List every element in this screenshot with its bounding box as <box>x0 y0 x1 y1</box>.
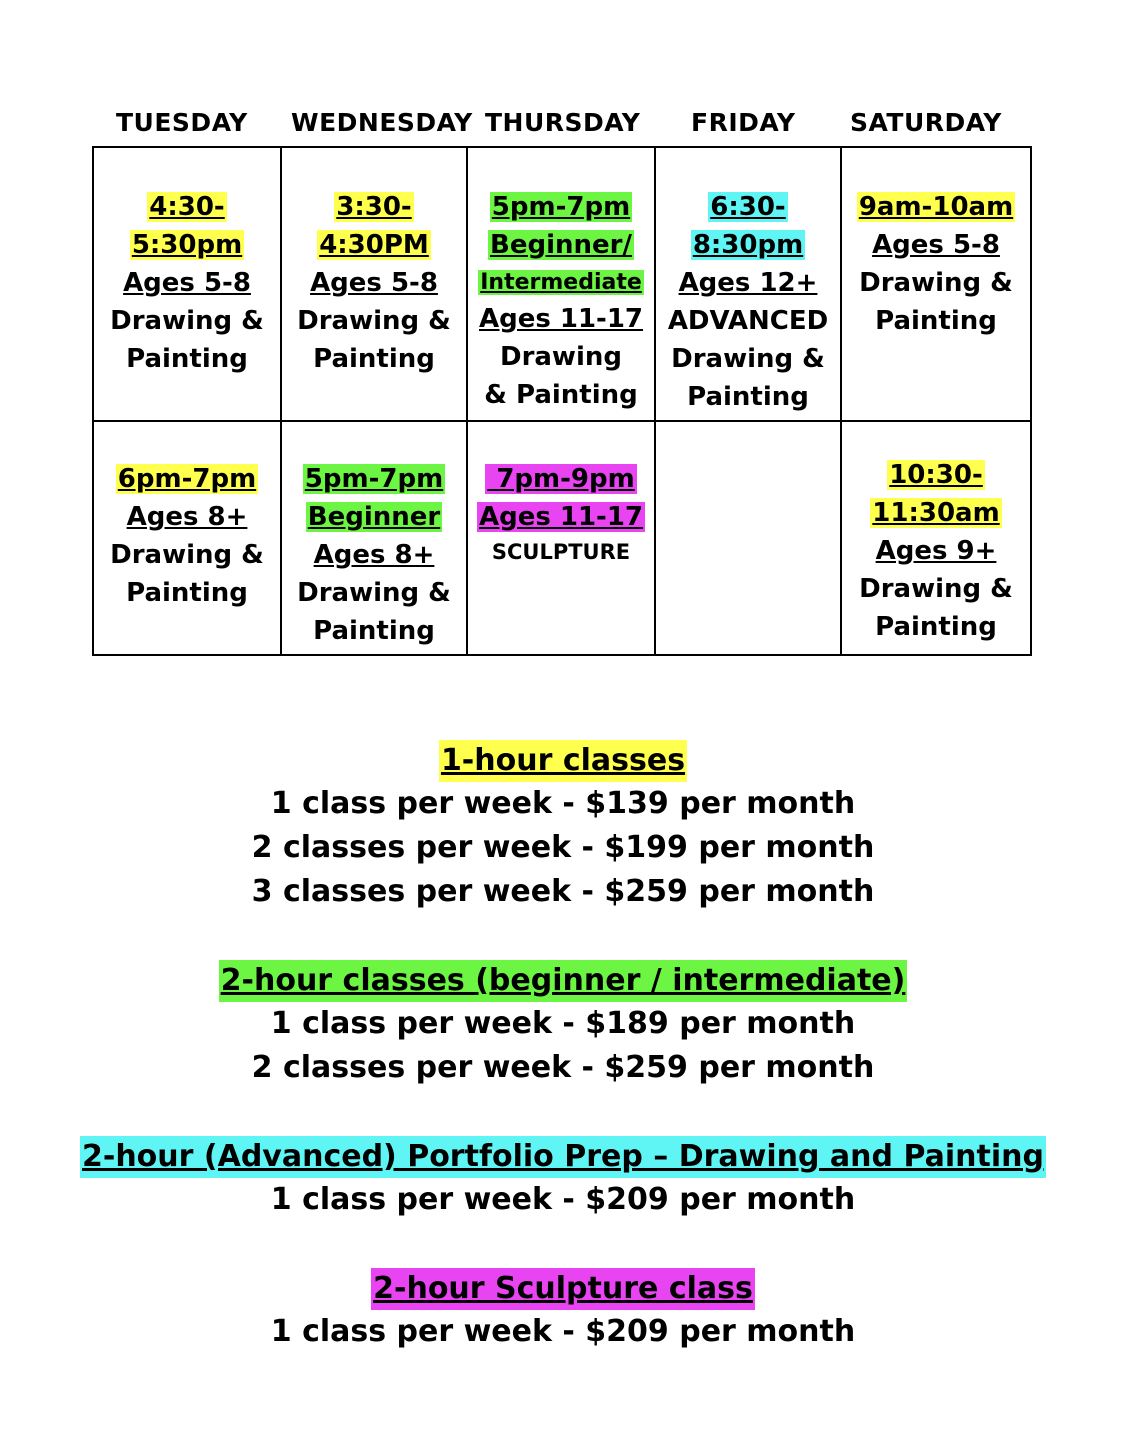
class-time: 4:30PM <box>319 230 429 260</box>
class-time: 4:30- <box>149 192 225 222</box>
class-ages: Ages 12+ <box>678 268 818 298</box>
class-subject: Painting <box>126 344 248 374</box>
pricing-line: 2 classes per week - $259 per month <box>251 1050 875 1085</box>
schedule-row <box>93 421 1031 655</box>
schedule-cell-saturday-1 <box>841 147 1031 421</box>
day-header-wednesday: WEDNESDAY <box>291 108 473 137</box>
class-subject: Painting <box>875 612 997 642</box>
class-subject: SCULPTURE <box>491 540 631 564</box>
schedule-cell-thursday-1 <box>467 147 655 421</box>
schedule-cell-friday-2-empty <box>655 421 841 655</box>
day-header-saturday: SATURDAY <box>850 108 1002 137</box>
class-time: 10:30- <box>889 460 983 490</box>
class-time: 3:30- <box>336 192 412 222</box>
day-header-thursday: THURSDAY <box>485 108 641 137</box>
class-subject: Painting <box>875 306 997 336</box>
day-header-tuesday: TUESDAY <box>116 108 248 137</box>
pricing-line: 3 classes per week - $259 per month <box>251 874 875 909</box>
class-subject: & Painting <box>484 380 638 410</box>
pricing-line: 1 class per week - $139 per month <box>270 786 856 821</box>
schedule-row <box>93 147 1031 421</box>
class-time: 6:30- <box>710 192 786 222</box>
pricing-heading: 2-hour (Advanced) Portfolio Prep – Drawing and Painting <box>80 1136 1046 1178</box>
class-time: 5pm-7pm <box>304 464 444 494</box>
class-time: 7pm-9pm <box>487 464 635 494</box>
day-headers <box>0 108 1126 148</box>
class-subject: Painting <box>126 578 248 608</box>
pricing-line: 1 class per week - $209 per month <box>270 1314 856 1349</box>
day-header-friday: FRIDAY <box>691 108 796 137</box>
class-level: Intermediate <box>480 270 642 295</box>
pricing-heading: 1-hour classes <box>439 740 687 782</box>
class-time: 9am-10am <box>858 192 1014 222</box>
pricing-line: 1 class per week - $189 per month <box>270 1006 856 1041</box>
class-subject: Painting <box>313 616 435 646</box>
class-subject: Drawing & <box>110 540 264 570</box>
class-subject: Drawing & <box>859 574 1013 604</box>
class-level: Beginner <box>307 502 441 532</box>
pricing-group-two-hour <box>0 960 1126 1090</box>
class-ages: Ages 11-17 <box>478 304 644 334</box>
pricing-group-sculpture <box>0 1268 1126 1354</box>
schedule-cell-thursday-2 <box>467 421 655 655</box>
class-level: ADVANCED <box>667 306 829 336</box>
schedule-cell-wednesday-1 <box>281 147 467 421</box>
class-ages: Ages 5-8 <box>123 268 251 298</box>
class-ages: Ages 5-8 <box>310 268 438 298</box>
pricing-heading: 2-hour classes (beginner / intermediate) <box>219 960 908 1002</box>
schedule-cell-tuesday-2 <box>93 421 281 655</box>
schedule-cell-friday-1 <box>655 147 841 421</box>
class-time: 5pm-7pm <box>491 192 631 222</box>
class-ages: Ages 8+ <box>313 540 435 570</box>
class-subject: Painting <box>687 382 809 412</box>
class-ages: Ages 9+ <box>875 536 997 566</box>
schedule-table <box>92 146 1032 656</box>
schedule-cell-saturday-2 <box>841 421 1031 655</box>
class-level: Beginner/ <box>490 230 632 260</box>
class-time: 11:30am <box>872 498 1000 528</box>
pricing-heading: 2-hour Sculpture class <box>371 1268 755 1310</box>
class-time: 6pm-7pm <box>117 464 257 494</box>
class-subject: Drawing & <box>671 344 825 374</box>
class-subject: Drawing & <box>297 578 451 608</box>
class-time: 5:30pm <box>131 230 243 260</box>
schedule-cell-tuesday-1 <box>93 147 281 421</box>
class-subject: Drawing & <box>110 306 264 336</box>
class-time: 8:30pm <box>692 230 804 260</box>
class-ages: Ages 5-8 <box>872 230 1000 260</box>
schedule-cell-wednesday-2 <box>281 421 467 655</box>
class-ages: Ages 11-17 <box>478 502 644 532</box>
class-subject: Drawing <box>499 342 622 372</box>
class-subject: Painting <box>313 344 435 374</box>
class-subject: Drawing & <box>297 306 451 336</box>
pricing-group-advanced <box>0 1136 1126 1222</box>
pricing-group-one-hour <box>0 740 1126 914</box>
class-subject: Drawing & <box>859 268 1013 298</box>
pricing-section <box>0 740 1126 1400</box>
pricing-line: 1 class per week - $209 per month <box>270 1182 856 1217</box>
pricing-line: 2 classes per week - $199 per month <box>251 830 875 865</box>
class-ages: Ages 8+ <box>126 502 248 532</box>
